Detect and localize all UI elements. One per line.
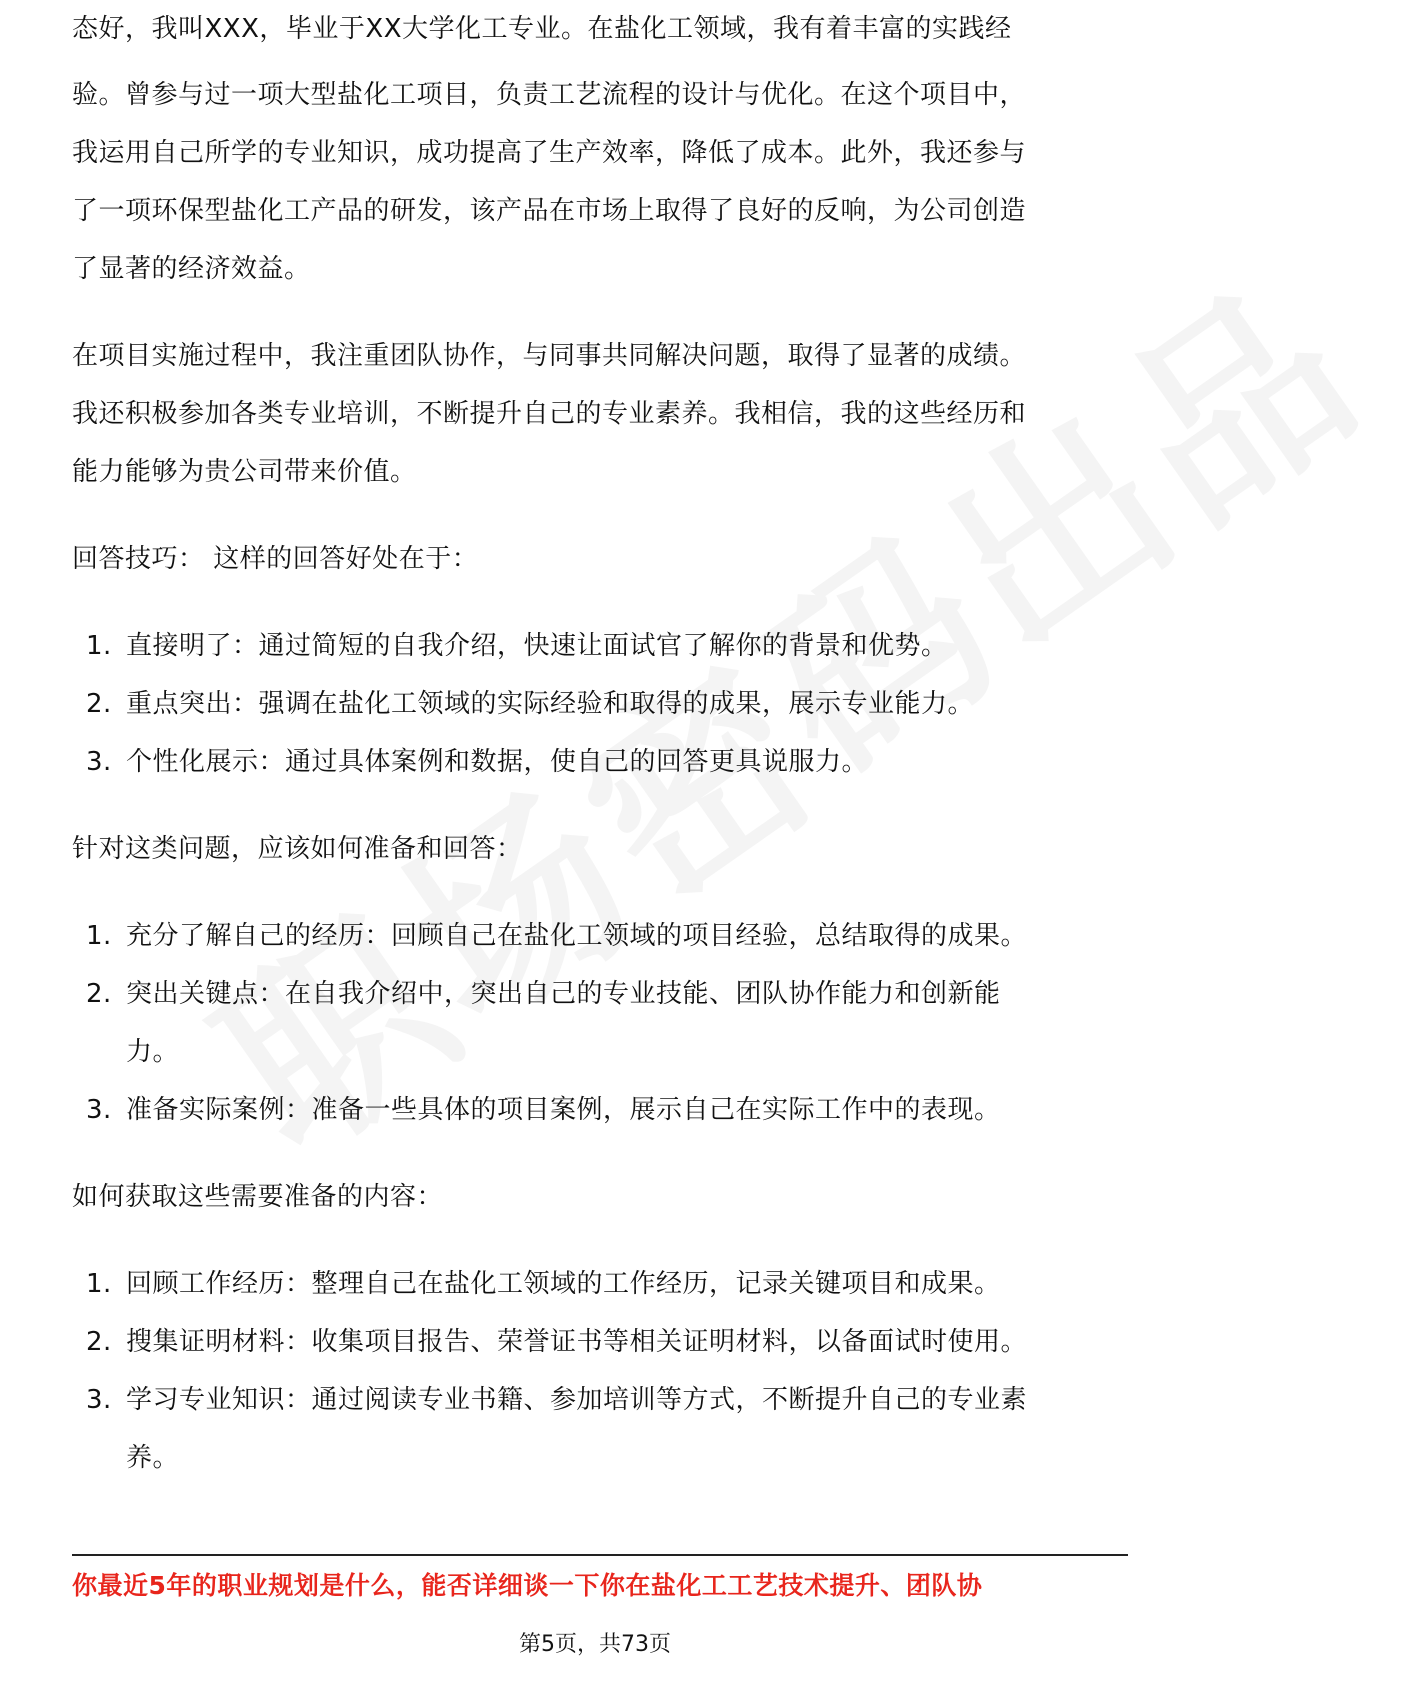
list-text: 个性化展示：通过具体案例和数据，使自己的回答更具说服力。 (126, 747, 869, 777)
cut-off-line (72, 14, 1127, 66)
list-number: 1. (86, 631, 112, 661)
document-body (72, 14, 1127, 1516)
next-question-heading: 你最近5年的职业规划是什么，能否详细谈一下你在盐化工工艺技术提升、团队协 (72, 1571, 983, 1600)
obtain-heading: 如何获取这些需要准备的内容： (72, 1182, 444, 1212)
list-text: 重点突出：强调在盐化工领域的实际经验和取得的成果，展示专业能力。 (126, 689, 975, 719)
prepare-list (72, 907, 1127, 1139)
intro-paragraph (72, 66, 1127, 298)
list-item (72, 965, 1127, 1081)
list-text-continued: 力。 (126, 1037, 180, 1067)
list-item (72, 907, 1127, 965)
list-number: 1. (86, 1269, 112, 1299)
list-item (72, 1313, 1127, 1371)
list-item (72, 1081, 1127, 1139)
list-text: 准备实际案例：准备一些具体的项目案例，展示自己在实际工作中的表现。 (126, 1095, 1001, 1125)
list-item (72, 617, 1127, 675)
list-text: 突出关键点：在自我介绍中，突出自己的专业技能、团队协作能力和创新能 (126, 979, 1001, 1009)
list-item (72, 733, 1127, 791)
list-number: 2. (86, 689, 112, 719)
tips-heading: 回答技巧： 这样的回答好处在于： (72, 544, 479, 574)
paragraph-line: 能力能够为贵公司带来价值。 (72, 457, 417, 487)
paragraph-line: 验。曾参与过一项大型盐化工项目，负责工艺流程的设计与优化。在这个项目中， (72, 80, 1027, 110)
list-item (72, 675, 1127, 733)
cut-off-text: 态好，我叫XXX，毕业于XX大学化工专业。在盐化工领域，我有着丰富的实践经 (72, 14, 1012, 44)
list-number: 3. (86, 1095, 112, 1125)
page-number: 第5页，共73页 (519, 1632, 671, 1657)
list-item (72, 1255, 1127, 1313)
list-item (72, 1371, 1127, 1487)
team-paragraph (72, 327, 1127, 501)
list-text: 回顾工作经历：整理自己在盐化工领域的工作经历，记录关键项目和成果。 (126, 1269, 1001, 1299)
paragraph-line: 我还积极参加各类专业培训，不断提升自己的专业素养。我相信，我的这些经历和 (72, 399, 1027, 429)
list-text: 搜集证明材料：收集项目报告、荣誉证书等相关证明材料，以备面试时使用。 (126, 1327, 1028, 1357)
paragraph-line: 我运用自己所学的专业知识，成功提高了生产效率，降低了成本。此外，我还参与 (72, 138, 1027, 168)
obtain-list (72, 1255, 1127, 1487)
paragraph-line: 了显著的经济效益。 (72, 254, 311, 284)
list-number: 1. (86, 921, 112, 951)
paragraph-line: 在项目实施过程中，我注重团队协作，与同事共同解决问题，取得了显著的成绩。 (72, 341, 1027, 371)
list-number: 2. (86, 979, 112, 1009)
list-number: 2. (86, 1327, 112, 1357)
tips-list (72, 617, 1127, 791)
list-number: 3. (86, 1385, 112, 1415)
section-divider (72, 1554, 1128, 1556)
prepare-heading: 针对这类问题，应该如何准备和回答： (72, 834, 523, 864)
list-text: 直接明了：通过简短的自我介绍，快速让面试官了解你的背景和优势。 (126, 631, 948, 661)
list-text: 学习专业知识：通过阅读专业书籍、参加培训等方式，不断提升自己的专业素 (126, 1385, 1028, 1415)
list-text-continued: 养。 (126, 1443, 180, 1473)
paragraph-line: 了一项环保型盐化工产品的研发，该产品在市场上取得了良好的反响，为公司创造 (72, 196, 1027, 226)
list-text: 充分了解自己的经历：回顾自己在盐化工领域的项目经验，总结取得的成果。 (126, 921, 1028, 951)
list-number: 3. (86, 747, 112, 777)
